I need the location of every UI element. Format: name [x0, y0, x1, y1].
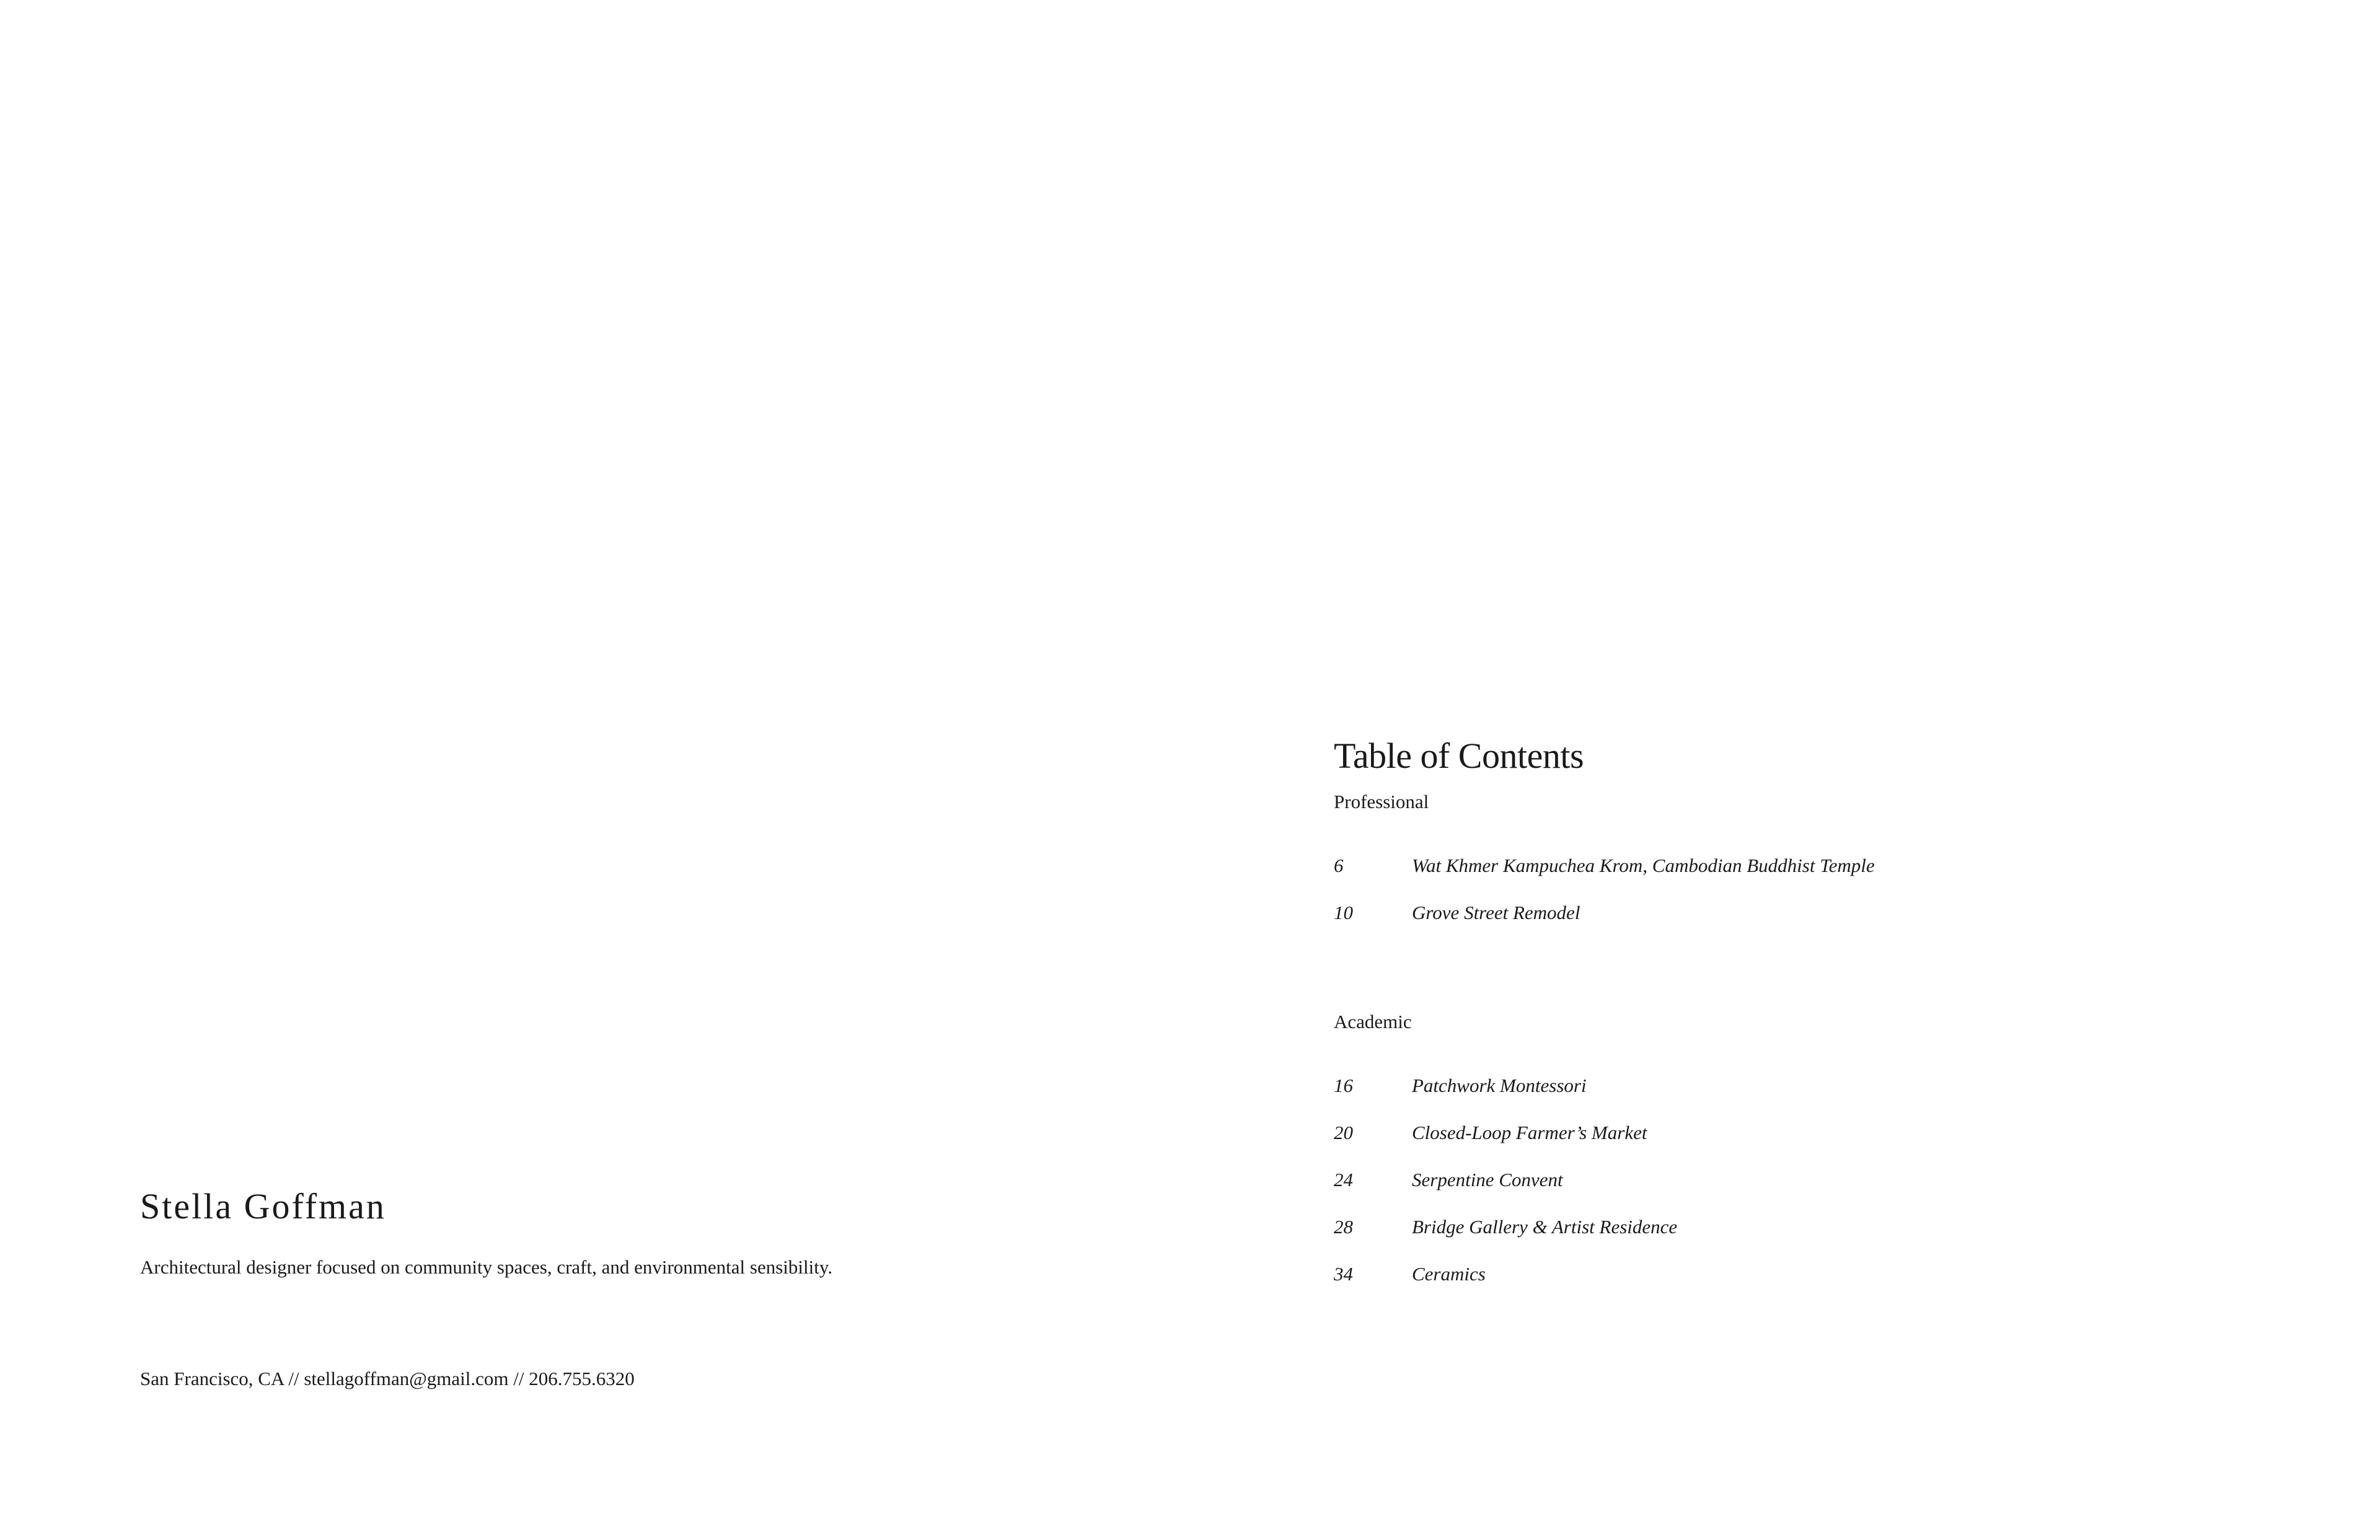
- toc-project-title: Closed-Loop Farmer’s Market: [1412, 1121, 1647, 1143]
- toc-entry[interactable]: [1334, 1168, 2263, 1215]
- academic-list: [1334, 1074, 2263, 1309]
- toc-entry[interactable]: [1334, 1262, 2263, 1309]
- table-of-contents: [1334, 734, 2263, 1309]
- toc-entry[interactable]: [1334, 1074, 2263, 1121]
- toc-page-number: 28: [1334, 1215, 1353, 1238]
- toc-entry[interactable]: [1334, 901, 2263, 948]
- toc-page-number: 24: [1334, 1168, 1353, 1190]
- tagline: Architectural designer focused on community spaces, craft, and environmental sensibility.: [140, 1256, 833, 1278]
- toc-project-title: Grove Street Remodel: [1412, 901, 1580, 923]
- toc-project-title: Bridge Gallery & Artist Residence: [1412, 1215, 1678, 1238]
- section-label-academic: Academic: [1334, 1010, 1412, 1032]
- toc-page-number: 10: [1334, 901, 1353, 923]
- toc-entry[interactable]: [1334, 1215, 2263, 1262]
- professional-list: [1334, 854, 2263, 948]
- contact-info: San Francisco, CA // stellagoffman@gmail.com // 206.755.6320: [140, 1368, 635, 1389]
- toc-page-number: 20: [1334, 1121, 1353, 1143]
- toc-project-title: Wat Khmer Kampuchea Krom, Cambodian Buddhist Temple: [1412, 854, 1875, 876]
- toc-page-number: 16: [1334, 1074, 1353, 1096]
- toc-project-title: Ceramics: [1412, 1262, 1486, 1285]
- designer-name: Stella Goffman: [140, 1186, 386, 1226]
- toc-page-number: 34: [1334, 1262, 1353, 1285]
- toc-page-number: 6: [1334, 854, 1344, 876]
- toc-project-title: Patchwork Montessori: [1412, 1074, 1587, 1096]
- toc-entry[interactable]: [1334, 1121, 2263, 1168]
- section-label-professional: Professional: [1334, 790, 1429, 812]
- toc-entry[interactable]: [1334, 854, 2263, 901]
- contents-page: [1190, 0, 2380, 1540]
- toc-project-title: Serpentine Convent: [1412, 1168, 1563, 1190]
- toc-title: Table of Contents: [1334, 736, 1584, 776]
